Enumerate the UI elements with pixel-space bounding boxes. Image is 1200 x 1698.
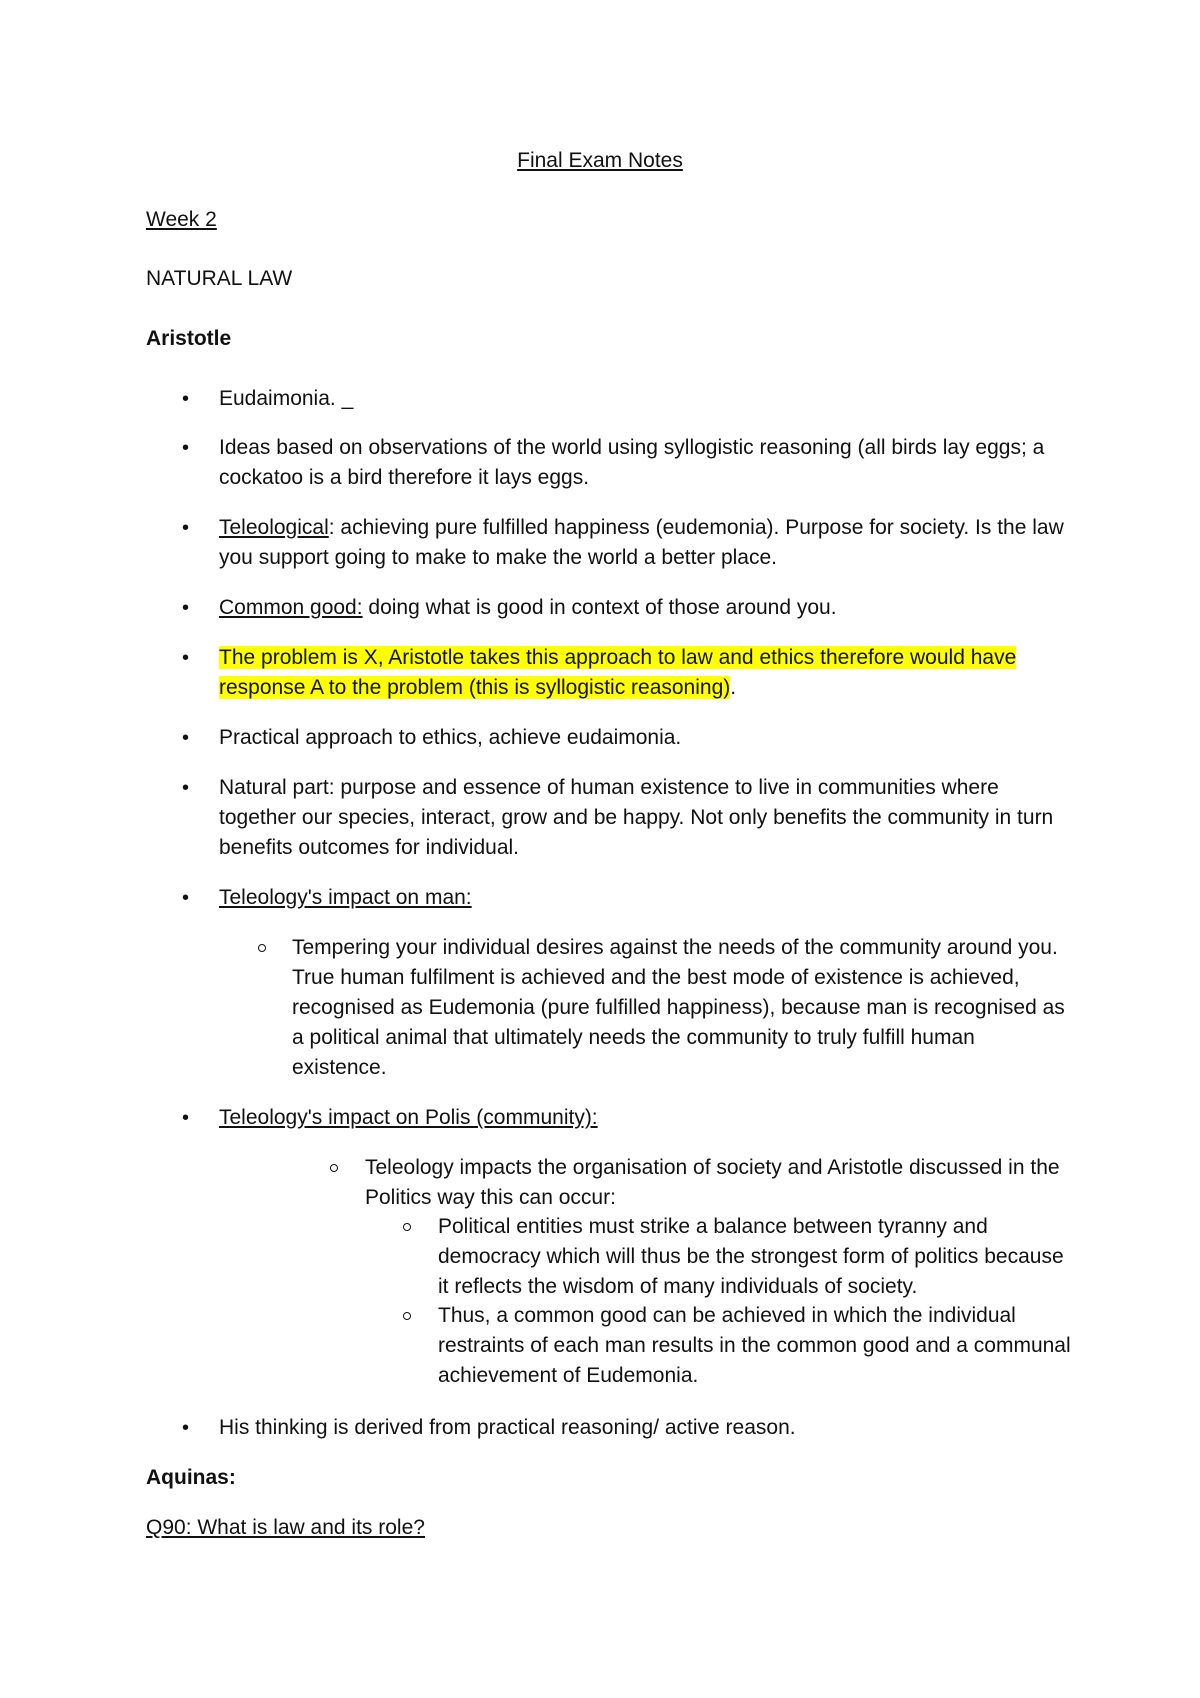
sub-bullet-icon xyxy=(330,1164,338,1172)
sub-bullet-organisation: Teleology impacts the organisation of society and Aristotle discussed in the Politics way this can occur: xyxy=(365,1156,1060,1209)
bullet-icon: • xyxy=(182,1417,190,1439)
bullet-icon: • xyxy=(182,727,190,749)
teleological-text: : achieving pure fulfilled happiness (eudemonia). Purpose for society. Is the law you support going to make to make the world a better place. xyxy=(219,516,1064,569)
sub-sub-bullet-icon xyxy=(403,1223,411,1231)
bullet-eudaimonia: Eudaimonia. _ xyxy=(219,387,354,410)
teleological-label: Teleological xyxy=(219,516,329,539)
bullet-syllogistic-example xyxy=(219,643,1069,703)
highlight-trailing: . xyxy=(730,676,737,699)
bullet-icon: • xyxy=(182,647,190,669)
common-good-text: doing what is good in context of those around you. xyxy=(362,596,837,619)
common-good-label: Common good: xyxy=(219,596,363,619)
aristotle-heading: Aristotle xyxy=(146,327,232,350)
bullet-icon: • xyxy=(182,517,190,539)
sub-sub-bullet-common-good: Thus, a common good can be achieved in which the individual restraints of each man results in the common good and a communal achievement of Eudemonia. xyxy=(438,1304,1071,1387)
bullet-icon: • xyxy=(182,388,190,410)
bullet-natural-part: Natural part: purpose and essence of human existence to live in communities where together our species, interact, grow and be happy. Not only benefits the community in turn benefits outcomes for individual. xyxy=(219,776,1054,859)
bullet-icon: • xyxy=(182,437,190,459)
bullet-teleological xyxy=(219,513,1069,573)
bullet-icon: • xyxy=(182,777,190,799)
q90-heading: Q90: What is law and its role? xyxy=(146,1516,425,1539)
sub-sub-bullet-icon xyxy=(403,1312,411,1320)
bullet-practical-reasoning: His thinking is derived from practical reasoning/ active reason. xyxy=(219,1416,796,1439)
page-title: Final Exam Notes xyxy=(517,149,683,172)
bullet-common-good xyxy=(219,593,1069,623)
sub-bullet-tempering: Tempering your individual desires against the needs of the community around you. True human fulfilment is achieved and the best mode of existence is achieved, recognised as Eudemonia (pure fulfilled happiness), because man is recognised as a political animal that ultimately needs the community to truly fulfill human existence. xyxy=(292,936,1065,1079)
bullet-icon: • xyxy=(182,1107,190,1129)
highlighted-text: The problem is X, Aristotle takes this approach to law and ethics therefore would have response A to the problem (this is syllogistic reasoning) xyxy=(219,646,1017,699)
sub-bullet-icon xyxy=(258,944,266,952)
bullet-teleology-polis: Teleology's impact on Polis (community): xyxy=(219,1106,598,1129)
bullet-icon: • xyxy=(182,597,190,619)
aquinas-heading: Aquinas: xyxy=(146,1466,236,1489)
bullet-icon: • xyxy=(182,887,190,909)
sub-sub-bullet-balance: Political entities must strike a balance between tyranny and democracy which will thus be the strongest form of politics because it reflects the wisdom of many individuals of society. xyxy=(438,1215,1064,1298)
bullet-teleology-man: Teleology's impact on man: xyxy=(219,886,472,909)
week-heading: Week 2 xyxy=(146,208,217,231)
bullet-practical-approach: Practical approach to ethics, achieve eudaimonia. xyxy=(219,726,682,749)
bullet-observations: Ideas based on observations of the world using syllogistic reasoning (all birds lay eggs; a cockatoo is a bird therefore it lays eggs. xyxy=(219,436,1045,489)
section-heading: NATURAL LAW xyxy=(146,267,293,290)
